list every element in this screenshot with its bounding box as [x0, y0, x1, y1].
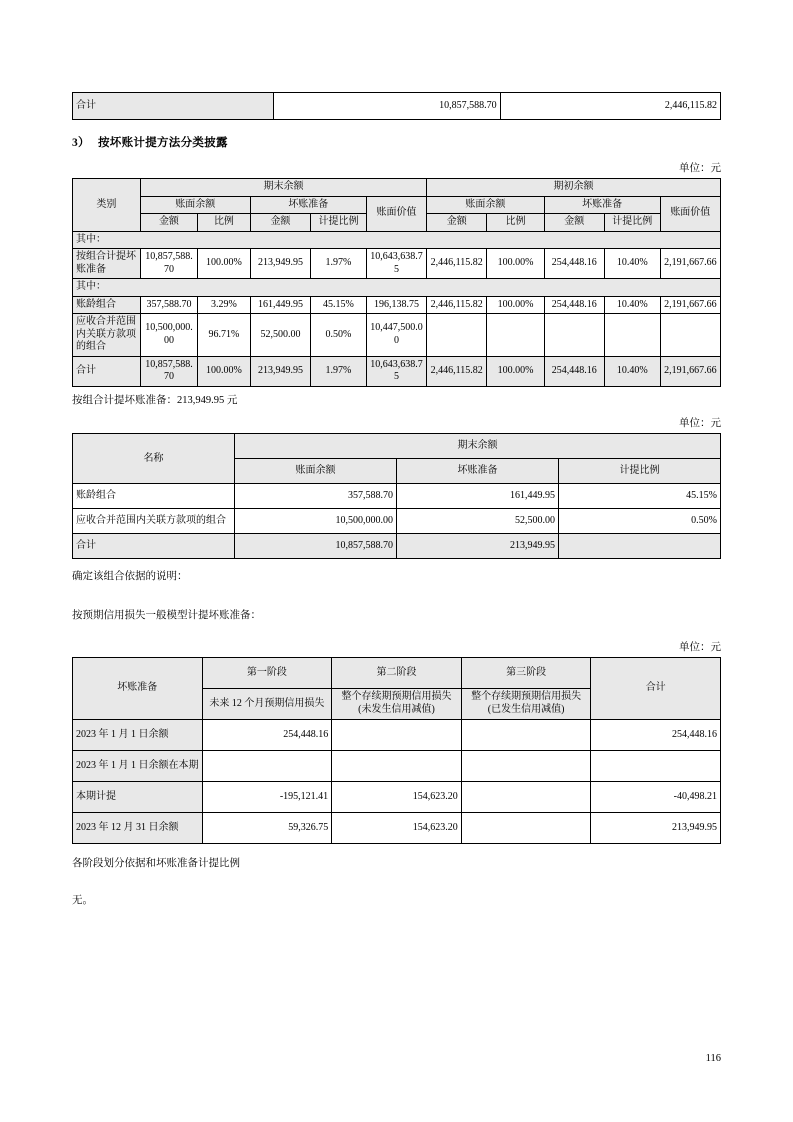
cell: 213,949.95	[250, 249, 310, 279]
section-title: 按坏账计提方法分类披露	[98, 137, 228, 149]
row-total: -40,498.21	[591, 781, 721, 812]
header-beginning-ratio: 比例	[487, 214, 544, 232]
header-ending-amount: 金额	[140, 214, 197, 232]
cell: 96.71%	[198, 314, 251, 357]
table-row	[73, 279, 721, 297]
row-label: 2023 年 1 月 1 日余额	[73, 719, 203, 750]
cell	[544, 314, 604, 357]
header-ending-bd-amount: 金额	[250, 214, 310, 232]
table-header-row-1	[73, 434, 721, 459]
row-book-balance: 10,857,588.70	[235, 534, 397, 559]
section-number: 3）	[72, 137, 90, 149]
row-provision-ratio: 0.50%	[559, 509, 721, 534]
cell: 3.29%	[198, 296, 251, 314]
expected-credit-loss-table	[72, 657, 721, 844]
cell: 213,949.95	[250, 356, 310, 386]
row-provision-ratio	[559, 534, 721, 559]
table-header-row-2	[73, 196, 721, 214]
cell: 161,449.95	[250, 296, 310, 314]
cell: 100.00%	[487, 249, 544, 279]
cell: 2,191,667.66	[660, 296, 720, 314]
cell: 1.97%	[311, 356, 367, 386]
section-heading	[72, 134, 721, 150]
header-bad-debt: 坏账准备	[73, 657, 203, 719]
row-stage3	[461, 719, 591, 750]
header-beginning-bd-amount: 金额	[544, 214, 604, 232]
table-row	[73, 231, 721, 249]
row-stage2	[332, 719, 462, 750]
continued-total-table	[72, 92, 721, 120]
cell: 1.97%	[311, 249, 367, 279]
header-beginning-amount: 金额	[427, 214, 487, 232]
note-basis: 确定该组合依据的说明：	[72, 571, 188, 583]
row-label: 2023 年 1 月 1 日余额在本期	[73, 750, 203, 781]
table-row	[73, 296, 721, 314]
subhead-qizhong-2: 其中：	[73, 279, 721, 297]
cell: 2,446,115.82	[427, 356, 487, 386]
cell: 10,643,638.75	[366, 249, 426, 279]
cell: 2,191,667.66	[660, 356, 720, 386]
row-total: 254,448.16	[591, 719, 721, 750]
header-provision-ratio: 计提比例	[559, 459, 721, 484]
subhead-qizhong-1: 其中：	[73, 231, 721, 249]
table-header-row-1	[73, 657, 721, 688]
page-number: 116	[705, 1053, 721, 1064]
header-total: 合计	[591, 657, 721, 719]
table-row	[73, 534, 721, 559]
page-top-spacer	[72, 0, 721, 92]
cell: 10,643,638.75	[366, 356, 426, 386]
header-stage1: 第一阶段	[202, 657, 332, 688]
note-general-model: 按预期信用损失一般模型计提坏账准备：	[72, 610, 261, 622]
row-label: 本期计提	[73, 781, 203, 812]
cell: 196,138.75	[366, 296, 426, 314]
header-ending-balance: 期末余额	[140, 179, 426, 197]
cell: 2,191,667.66	[660, 249, 720, 279]
note-after-table-a: 按组合计提坏账准备：213,949.95 元	[72, 394, 238, 406]
row-stage1: -195,121.41	[202, 781, 332, 812]
cell: 2,446,115.82	[427, 296, 487, 314]
cell: 254,448.16	[544, 356, 604, 386]
row-total: 213,949.95	[591, 812, 721, 843]
header-ending-book-balance: 账面余额	[140, 196, 250, 214]
row-stage2: 154,623.20	[332, 812, 462, 843]
cell: 10.40%	[604, 356, 660, 386]
unit-note-c: 单位：元	[679, 641, 721, 653]
header-ending-bad-debt: 坏账准备	[250, 196, 366, 214]
header-ending-ratio: 比例	[198, 214, 251, 232]
row-stage2	[332, 750, 462, 781]
table-row	[73, 356, 721, 386]
row-book-balance: 357,588.70	[235, 484, 397, 509]
total-col2: 2,446,115.82	[500, 93, 720, 120]
header-ending-provision-ratio: 计提比例	[311, 214, 367, 232]
unit-note-b: 单位：元	[679, 418, 721, 430]
row-stage1	[202, 750, 332, 781]
cell: 254,448.16	[544, 296, 604, 314]
header-beginning-book-value: 账面价值	[660, 196, 720, 231]
table-row	[73, 93, 721, 120]
row-provision-ratio: 45.15%	[559, 484, 721, 509]
row-label-aging-portfolio: 账龄组合	[73, 296, 141, 314]
header-beginning-book-balance: 账面余额	[427, 196, 545, 214]
cell: 10.40%	[604, 296, 660, 314]
table-row	[73, 509, 721, 534]
table-row	[73, 750, 721, 781]
table-row	[73, 249, 721, 279]
header-book-balance: 账面余额	[235, 459, 397, 484]
header-beginning-bad-debt: 坏账准备	[544, 196, 660, 214]
cell: 100.00%	[198, 249, 251, 279]
bad-debt-classification-table	[72, 178, 721, 387]
row-bad-debt: 161,449.95	[397, 484, 559, 509]
row-stage3	[461, 812, 591, 843]
cell: 100.00%	[198, 356, 251, 386]
header-beginning-balance: 期初余额	[427, 179, 721, 197]
cell	[487, 314, 544, 357]
row-label: 2023 年 12 月 31 日余额	[73, 812, 203, 843]
row-stage3	[461, 750, 591, 781]
row-name: 应收合并范围内关联方款项的组合	[73, 509, 235, 534]
row-stage1: 59,326.75	[202, 812, 332, 843]
header-bad-debt: 坏账准备	[397, 459, 559, 484]
row-name: 账龄组合	[73, 484, 235, 509]
header-stage1-sub: 未来 12 个月预期信用损失	[202, 688, 332, 719]
cell: 357,588.70	[140, 296, 197, 314]
table-row	[73, 314, 721, 357]
row-stage1: 254,448.16	[202, 719, 332, 750]
portfolio-detail-table	[72, 433, 721, 559]
cell: 10,500,000.00	[140, 314, 197, 357]
table-row	[73, 781, 721, 812]
cell: 52,500.00	[250, 314, 310, 357]
cell: 10,447,500.00	[366, 314, 426, 357]
cell: 10,857,588.70	[140, 356, 197, 386]
row-bad-debt: 52,500.00	[397, 509, 559, 534]
row-label-total: 合计	[73, 356, 141, 386]
cell: 100.00%	[487, 296, 544, 314]
header-beginning-provision-ratio: 计提比例	[604, 214, 660, 232]
cell	[427, 314, 487, 357]
row-total	[591, 750, 721, 781]
header-ending-book-value: 账面价值	[366, 196, 426, 231]
cell	[604, 314, 660, 357]
total-col1: 10,857,588.70	[273, 93, 500, 120]
table-row	[73, 812, 721, 843]
header-stage3-sub: 整个存续期预期信用损失(已发生信用减值)	[461, 688, 591, 719]
table-header-row-1	[73, 179, 721, 197]
cell: 100.00%	[487, 356, 544, 386]
note-none: 无。	[72, 894, 93, 906]
row-label-portfolio: 按组合计提坏账准备	[73, 249, 141, 279]
cell	[660, 314, 720, 357]
cell: 254,448.16	[544, 249, 604, 279]
unit-note-a: 单位：元	[679, 163, 721, 174]
cell: 10,857,588.70	[140, 249, 197, 279]
cell: 0.50%	[311, 314, 367, 357]
header-ending-balance: 期末余额	[235, 434, 721, 459]
row-label-related-party-portfolio: 应收合并范围内关联方款项的组合	[73, 314, 141, 357]
row-bad-debt: 213,949.95	[397, 534, 559, 559]
header-category: 类别	[73, 179, 141, 232]
cell: 10.40%	[604, 249, 660, 279]
header-name: 名称	[73, 434, 235, 484]
header-stage2-sub: 整个存续期预期信用损失(未发生信用减值)	[332, 688, 462, 719]
note-stage-basis: 各阶段划分依据和坏账准备计提比例	[72, 857, 240, 869]
table-row	[73, 719, 721, 750]
row-name: 合计	[73, 534, 235, 559]
header-stage3: 第三阶段	[461, 657, 591, 688]
header-stage2: 第二阶段	[332, 657, 462, 688]
row-stage3	[461, 781, 591, 812]
cell: 2,446,115.82	[427, 249, 487, 279]
table-row	[73, 484, 721, 509]
row-book-balance: 10,500,000.00	[235, 509, 397, 534]
cell: 45.15%	[311, 296, 367, 314]
row-stage2: 154,623.20	[332, 781, 462, 812]
total-label: 合计	[73, 93, 274, 120]
